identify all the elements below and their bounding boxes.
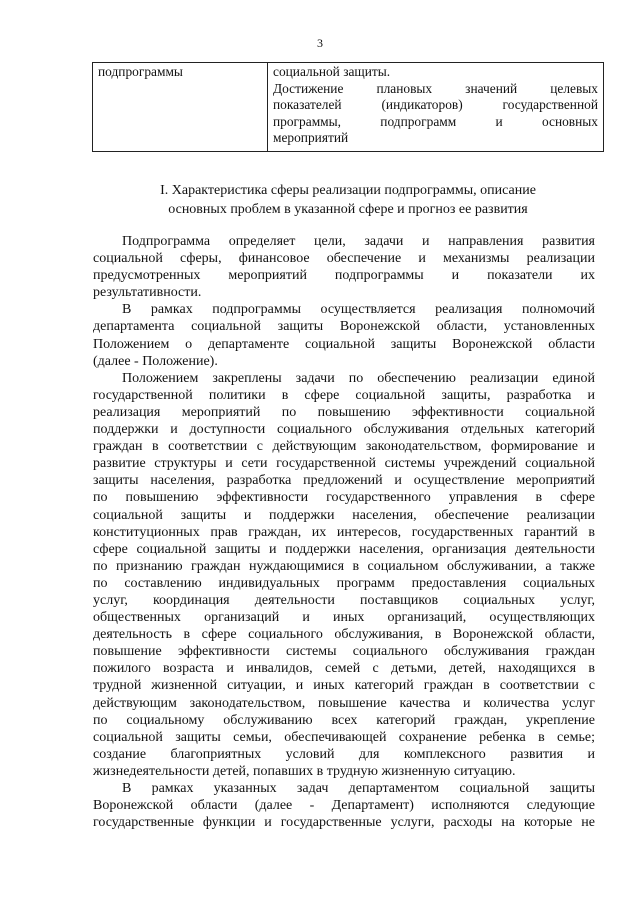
- paragraph: [93, 233, 595, 301]
- page-number: 3: [317, 36, 323, 50]
- paragraph-line: В рамках подпрограммы осуществляется реализация полномочий: [122, 302, 595, 318]
- paragraph-line: по составлению индивидуальных программ предоставления социальных: [93, 575, 595, 591]
- paragraph-line: социальной защиты и поддержки населения, обеспечение реализации: [93, 507, 595, 523]
- paragraph-line: общественных организаций и иных организаций, осуществляющих: [93, 610, 595, 626]
- paragraph-line: Положением о департаменте социальной защиты Воронежской области: [93, 336, 595, 352]
- paragraph-line: развитие структуры и сети государственной системы учреждений социальной: [93, 456, 595, 472]
- paragraph-line: Воронежской области (далее - Департамент) исполняются следующие: [93, 798, 595, 814]
- table-left-cell: подпрограммы: [93, 63, 268, 152]
- paragraph-line: предусмотренных мероприятий подпрограммы и показатели их: [93, 268, 595, 284]
- paragraph-line: социальной сферы, финансовое обеспечение и механизмы реализации: [93, 251, 595, 267]
- heading-line: I. Характеристика сферы реализации подпрограммы, описание: [160, 183, 536, 198]
- paragraph-line: создание благоприятных условий для комплексного развития и: [93, 746, 595, 762]
- paragraph-line: повышение эффективности системы социального обслуживания граждан: [93, 644, 595, 660]
- table-right-cell: [268, 63, 604, 152]
- paragraph-line: по социальному обслуживанию всех категорий граждан, укрепление: [93, 712, 595, 728]
- table-line: Достижение плановых значений целевых: [273, 80, 598, 96]
- paragraph-line: по признанию граждан нуждающимися в социальном обслуживании, а также: [93, 558, 595, 574]
- paragraph-line: социальной защиты семьи, обеспечивающей сохранение ребенка в семье;: [93, 729, 595, 745]
- section-heading: [92, 181, 604, 219]
- paragraph-line: граждан в соответствии с действующим законодательством, формирование и: [93, 439, 595, 455]
- paragraph-line: Подпрограмма определяет цели, задачи и направления развития: [122, 234, 595, 249]
- paragraph-line: трудной жизненной ситуации, и иных категорий граждан в соответствии с: [93, 678, 595, 694]
- paragraph: [93, 370, 595, 780]
- paragraph-line: государственные функции и государственные услуги, расходы на которые не: [93, 815, 595, 831]
- paragraph-line: департамента социальной защиты Воронежской области, установленных: [93, 319, 595, 335]
- paragraph-line: жизнедеятельности детей, попавших в трудную жизненную ситуацию.: [93, 763, 516, 779]
- heading-line: основных проблем в указанной сфере и прогноз ее развития: [168, 202, 528, 217]
- table-line: показателей (индикаторов) государственной: [273, 97, 598, 113]
- paragraph-line: услуг, координация деятельности поставщиков социальных услуг,: [93, 592, 595, 608]
- table-line: программы, подпрограмм и основных: [273, 113, 598, 129]
- paragraph: [93, 780, 595, 831]
- paragraph-line: конституционных прав граждан, их интересов, государственных гарантий в: [93, 524, 595, 540]
- paragraph: [93, 301, 595, 369]
- paragraph-line: защиты населения, разработка предложений и осуществление мероприятий: [93, 473, 595, 489]
- paragraph-line: Положением закреплены задачи по обеспечению реализации единой: [122, 370, 595, 386]
- table-line: социальной защиты.: [273, 64, 391, 79]
- paragraph-line: результативности.: [93, 285, 202, 301]
- paragraph-line: поддержки и доступности социального обслуживания отдельных категорий: [93, 422, 595, 438]
- paragraph-line: государственной политики в сфере социальной защиты, разработка и: [93, 387, 595, 403]
- paragraph-line: (далее - Положение).: [93, 353, 218, 369]
- paragraph-line: пожилого возраста и инвалидов, семей с детьми, детей, находящихся в: [93, 661, 595, 677]
- table-row: [93, 63, 604, 152]
- paragraph-line: реализация мероприятий по повышению эффективности социальной: [93, 404, 595, 420]
- continuation-table: [92, 62, 604, 152]
- body-text: [93, 233, 595, 831]
- paragraph-line: деятельность в сфере социального обслуживания, в Воронежской области,: [93, 627, 595, 643]
- paragraph-line: по повышению эффективности государственного управления в сфере: [93, 490, 595, 506]
- paragraph-line: действующим законодательством, повышение качества и количества услуг: [93, 695, 595, 711]
- paragraph-line: В рамках указанных задач департаментом социальной защиты: [122, 781, 595, 796]
- paragraph-line: сфере социальной защиты и поддержки населения, организация деятельности: [93, 541, 595, 557]
- table-line: мероприятий: [273, 130, 349, 146]
